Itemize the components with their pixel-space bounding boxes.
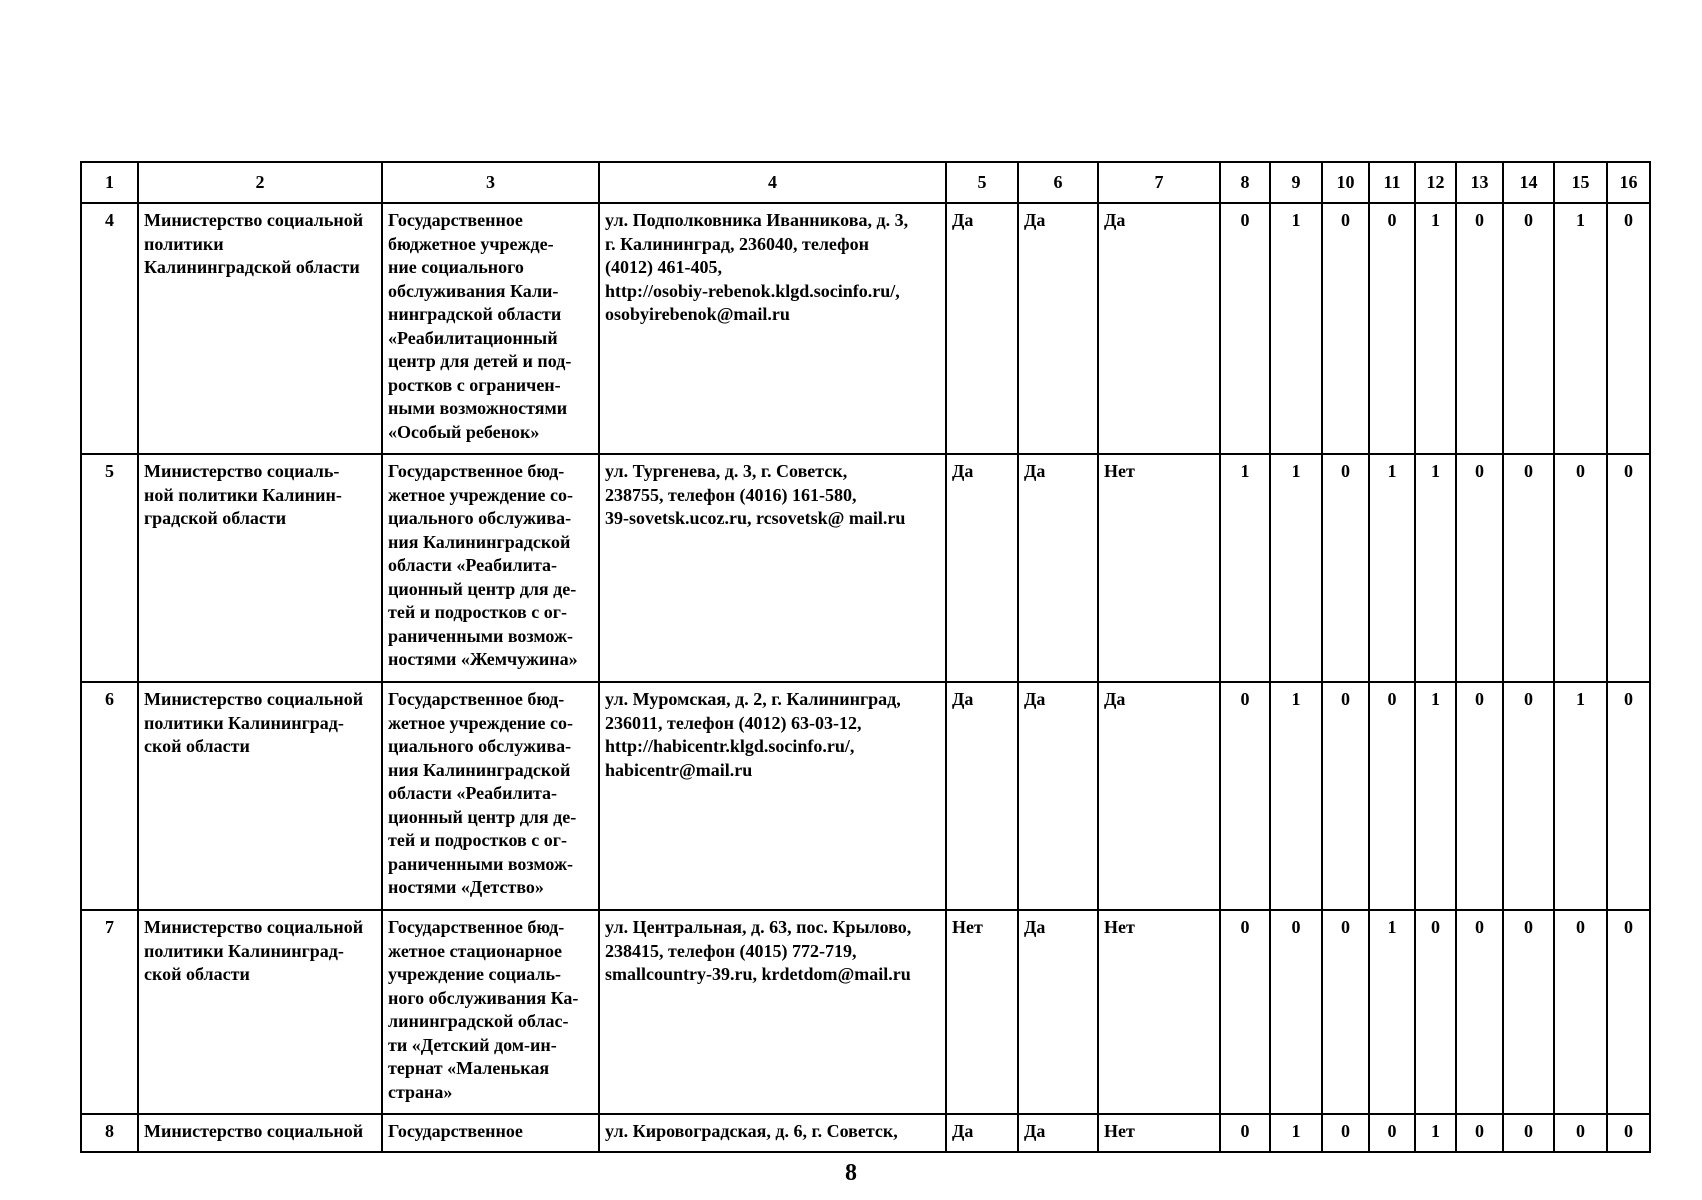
flag-cell: 0 — [1607, 203, 1650, 454]
address-cell: ул. Подполковника Иванникова, д. 3, г. Калининград, 236040, телефон (4012) 461-405, http://osobiy-rebenok.klgd.socinfo.ru/, osobyirebenok@mail.ru — [599, 203, 946, 454]
column-number-header: 7 — [1098, 162, 1220, 203]
flag-cell: 1 — [1415, 203, 1456, 454]
column-5-cell: Да — [946, 682, 1018, 910]
address-cell: ул. Центральная, д. 63, пос. Крылово, 238415, телефон (4015) 772-719, smallcountry-39.ru, krdetdom@mail.ru — [599, 910, 946, 1114]
column-number-header: 6 — [1018, 162, 1098, 203]
column-6-cell: Да — [1018, 203, 1098, 454]
column-5-cell: Да — [946, 1114, 1018, 1152]
row-number-cell: 6 — [81, 682, 138, 910]
flag-cell: 0 — [1322, 682, 1369, 910]
flag-cell: 0 — [1220, 203, 1270, 454]
column-7-cell: Нет — [1098, 910, 1220, 1114]
flag-cell: 0 — [1220, 682, 1270, 910]
flag-cell: 0 — [1415, 910, 1456, 1114]
flag-cell: 0 — [1369, 1114, 1415, 1152]
flag-cell: 0 — [1456, 682, 1503, 910]
column-5-cell: Нет — [946, 910, 1018, 1114]
row-number-cell: 5 — [81, 454, 138, 682]
flag-cell: 1 — [1270, 454, 1322, 682]
column-6-cell: Да — [1018, 454, 1098, 682]
flag-cell: 0 — [1607, 910, 1650, 1114]
flag-cell: 0 — [1322, 454, 1369, 682]
column-number-header: 10 — [1322, 162, 1369, 203]
column-number-header: 5 — [946, 162, 1018, 203]
column-number-header: 2 — [138, 162, 382, 203]
table-row — [81, 910, 1650, 1114]
flag-cell: 0 — [1220, 1114, 1270, 1152]
flag-cell: 0 — [1456, 203, 1503, 454]
column-number-header: 9 — [1270, 162, 1322, 203]
flag-cell: 1 — [1220, 454, 1270, 682]
ministry-cell: Министерство социальной политики Калининград- ской области — [138, 910, 382, 1114]
row-number-cell: 7 — [81, 910, 138, 1114]
flag-cell: 0 — [1503, 454, 1554, 682]
table-row — [81, 682, 1650, 910]
flag-cell: 0 — [1322, 1114, 1369, 1152]
institution-cell: Государственное — [382, 1114, 599, 1152]
flag-cell: 0 — [1456, 910, 1503, 1114]
flag-cell: 0 — [1554, 1114, 1607, 1152]
ministry-cell: Министерство социальной — [138, 1114, 382, 1152]
address-cell: ул. Муромская, д. 2, г. Калининград, 236011, телефон (4012) 63-03-12, http://habicentr.klgd.socinfo.ru/, habicentr@mail.ru — [599, 682, 946, 910]
flag-cell: 0 — [1322, 203, 1369, 454]
column-number-header: 16 — [1607, 162, 1650, 203]
column-6-cell: Да — [1018, 682, 1098, 910]
institution-cell: Государственное бюд- жетное стационарное учреждение социаль- ного обслуживания Ка- лининградской облас- ти «Детский дом-ин- тернат «Маленькая страна» — [382, 910, 599, 1114]
institution-cell: Государственное бюджетное учрежде- ние социального обслуживания Кали- нинградской области «Реабилитационный центр для детей и под- ростков с ограничен- ными возможностями «Особый ребенок» — [382, 203, 599, 454]
flag-cell: 0 — [1554, 910, 1607, 1114]
registry-table — [80, 161, 1651, 1153]
column-number-header: 14 — [1503, 162, 1554, 203]
column-6-cell: Да — [1018, 1114, 1098, 1152]
institution-cell: Государственное бюд- жетное учреждение со- циального обслужива- ния Калининградской области «Реабилита- ционный центр для де- тей и подростков с ог- раниченными возмож- ностями «Жемчужина» — [382, 454, 599, 682]
flag-cell: 0 — [1270, 910, 1322, 1114]
flag-cell: 1 — [1415, 1114, 1456, 1152]
flag-cell: 1 — [1369, 910, 1415, 1114]
flag-cell: 0 — [1554, 454, 1607, 682]
row-number-cell: 8 — [81, 1114, 138, 1152]
ministry-cell: Министерство социальной политики Калининград- ской области — [138, 682, 382, 910]
column-number-header: 8 — [1220, 162, 1270, 203]
flag-cell: 0 — [1456, 454, 1503, 682]
flag-cell: 1 — [1270, 1114, 1322, 1152]
table-row — [81, 1114, 1650, 1152]
address-cell: ул. Тургенева, д. 3, г. Советск, 238755, телефон (4016) 161-580, 39-sovetsk.ucoz.ru, rcsovetsk@ mail.ru — [599, 454, 946, 682]
flag-cell: 0 — [1503, 682, 1554, 910]
column-5-cell: Да — [946, 454, 1018, 682]
flag-cell: 0 — [1607, 454, 1650, 682]
column-7-cell: Нет — [1098, 1114, 1220, 1152]
flag-cell: 0 — [1369, 203, 1415, 454]
flag-cell: 0 — [1322, 910, 1369, 1114]
flag-cell: 1 — [1270, 682, 1322, 910]
row-number-cell: 4 — [81, 203, 138, 454]
flag-cell: 1 — [1415, 682, 1456, 910]
column-number-header: 1 — [81, 162, 138, 203]
column-5-cell: Да — [946, 203, 1018, 454]
table-row — [81, 454, 1650, 682]
flag-cell: 1 — [1415, 454, 1456, 682]
column-number-header: 3 — [382, 162, 599, 203]
column-number-header: 12 — [1415, 162, 1456, 203]
flag-cell: 0 — [1607, 1114, 1650, 1152]
column-7-cell: Нет — [1098, 454, 1220, 682]
column-number-header: 11 — [1369, 162, 1415, 203]
flag-cell: 0 — [1607, 682, 1650, 910]
address-cell: ул. Кировоградская, д. 6, г. Советск, — [599, 1114, 946, 1152]
column-number-header: 4 — [599, 162, 946, 203]
flag-cell: 0 — [1503, 203, 1554, 454]
table-header-row — [81, 162, 1650, 203]
column-6-cell: Да — [1018, 910, 1098, 1114]
flag-cell: 1 — [1369, 454, 1415, 682]
institution-cell: Государственное бюд- жетное учреждение со- циального обслужива- ния Калининградской области «Реабилита- ционный центр для де- тей и подростков с ог- раниченными возмож- ностями «Детство» — [382, 682, 599, 910]
flag-cell: 1 — [1554, 682, 1607, 910]
flag-cell: 0 — [1503, 1114, 1554, 1152]
column-7-cell: Да — [1098, 203, 1220, 454]
flag-cell: 0 — [1456, 1114, 1503, 1152]
ministry-cell: Министерство социальной политики Калининградской области — [138, 203, 382, 454]
flag-cell: 1 — [1270, 203, 1322, 454]
column-number-header: 15 — [1554, 162, 1607, 203]
flag-cell: 0 — [1503, 910, 1554, 1114]
flag-cell: 0 — [1220, 910, 1270, 1114]
flag-cell: 0 — [1369, 682, 1415, 910]
flag-cell: 1 — [1554, 203, 1607, 454]
table-row — [81, 203, 1650, 454]
column-number-header: 13 — [1456, 162, 1503, 203]
page-number: 8 — [845, 1160, 857, 1186]
column-7-cell: Да — [1098, 682, 1220, 910]
ministry-cell: Министерство социаль- ной политики Калинин- градской области — [138, 454, 382, 682]
